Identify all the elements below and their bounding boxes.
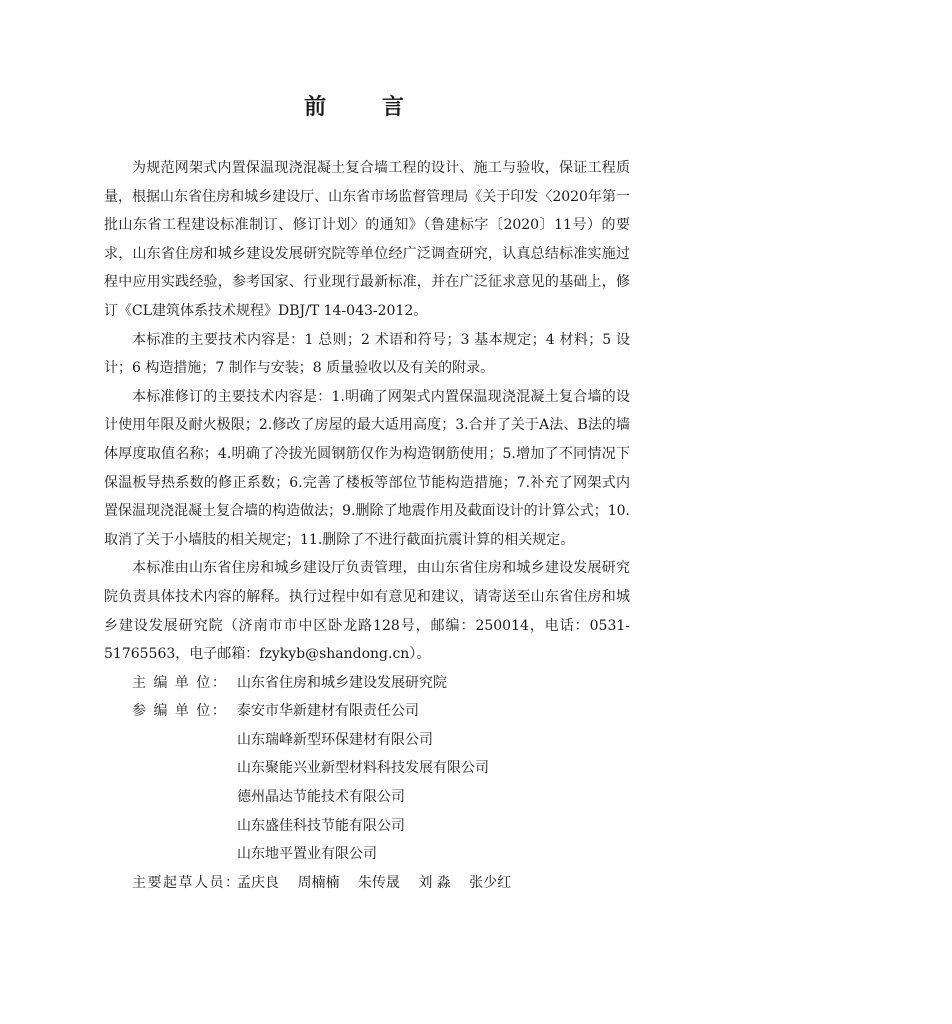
- participant-row: [132, 840, 630, 869]
- participant-row: [132, 812, 630, 841]
- paragraph-revisions: 本标准修订的主要技术内容是：1.明确了网架式内置保温现浇混凝土复合墙的设计使用年限及耐火极限；2.修改了房屋的最大适用高度；3.合并了关于A法、B法的墙体厚度取值名称；4.明确了冷拔光圆钢筋仅作为构造钢筋使用；5.增加了不同情况下保温板导热系数的修正系数；6.完善了楼板等部位节能构造措施；7.补充了网架式内置保温现浇混凝土复合墙的构造做法；9.删除了地震作用及截面设计的计算公式；10.取消了关于小墙肢的相关规定；11.删除了不进行截面抗震计算的相关规定。: [104, 388, 630, 548]
- participant-item: 德州晶达节能技术有限公司: [237, 789, 405, 806]
- document-body: [104, 154, 630, 897]
- drafter-name: 刘 淼: [418, 874, 451, 891]
- participant-row: [132, 726, 630, 755]
- participant-item: 山东地平置业有限公司: [237, 846, 377, 863]
- drafter-name: 张少红: [469, 874, 512, 891]
- paragraph-purpose: 为规范网架式内置保温现浇混凝土复合墙工程的设计、施工与验收，保证工程质量，根据山东省住房和城乡建设厅、山东省市场监督管理局《关于印发〈2020年第一批山东省工程建设标准制订、修订计划〉的通知》（鲁建标字〔2020〕11号）的要求，山东省住房和城乡建设发展研究院等单位经广泛调查研究，认真总结标准实施过程中应用实践经验，参考国家、行业现行最新标准，并在广泛征求意见的基础上，修订《CL建筑体系技术规程》DBJ/T 14-043-2012。: [104, 160, 630, 319]
- chief-editor-row: [132, 669, 630, 698]
- paragraph-contents: 本标准的主要技术内容是：1 总则；2 术语和符号；3 基本规定；4 材料；5 设计；6 构造措施；7 制作与安装；8 质量验收以及有关的附录。: [104, 331, 630, 377]
- paragraph-management: 本标准由山东省住房和城乡建设厅负责管理，由山东省住房和城乡建设发展研究院负责具体技术内容的解释。执行过程中如有意见和建议，请寄送至山东省住房和城乡建设发展研究院（济南市市中区卧龙路128号，邮编：250014，电话：0531-51765563，电子邮箱：fzykyb@shandong.cn）。: [104, 560, 630, 663]
- drafter-name: 朱传晟: [357, 874, 400, 891]
- participant-item: 山东盛佳科技节能有限公司: [237, 817, 405, 834]
- participant-item: 泰安市华新建材有限责任公司: [237, 703, 419, 720]
- drafter-name: 孟庆良: [237, 874, 279, 891]
- page-title: 前 言: [304, 94, 428, 120]
- drafters-row: [132, 869, 630, 898]
- organizations-block: [104, 669, 630, 898]
- drafters-label: 主要起草人员：: [132, 874, 241, 891]
- participant-row: [132, 783, 630, 812]
- participant-row: [132, 697, 630, 726]
- drafter-name: 周楠楠: [297, 874, 340, 891]
- chief-editor-label: 主 编 单 位：: [132, 674, 228, 691]
- participant-row: [132, 754, 630, 783]
- participant-item: 山东瑞峰新型环保建材有限公司: [237, 731, 433, 748]
- chief-editor-value: 山东省住房和城乡建设发展研究院: [237, 674, 447, 691]
- participants-label: 参 编 单 位：: [132, 703, 228, 720]
- drafters-names: [237, 869, 525, 898]
- participant-item: 山东聚能兴业新型材料科技发展有限公司: [237, 760, 489, 777]
